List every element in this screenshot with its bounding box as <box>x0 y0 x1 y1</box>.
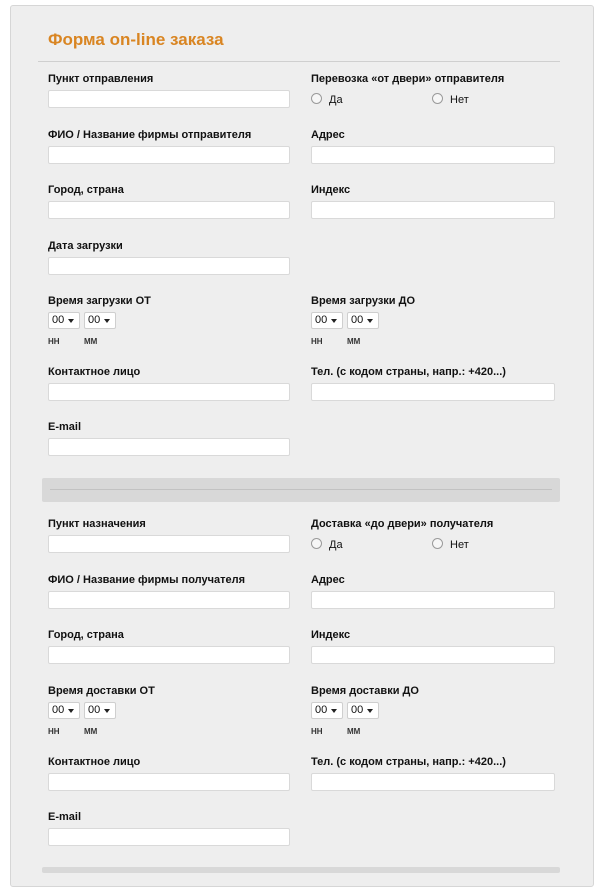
delivery-time-to-minutes-select[interactable] <box>347 702 379 719</box>
dropdown-caret-icon <box>104 319 110 323</box>
receiver-city-input[interactable] <box>48 646 290 664</box>
dropdown-caret-icon <box>68 709 74 713</box>
hours-hint: НН <box>48 337 60 346</box>
receiver-door-yes-label: Да <box>329 539 343 551</box>
receiver-address-label: Адрес <box>311 574 345 586</box>
load-time-from-minutes-select[interactable] <box>84 312 116 329</box>
receiver-contact-label: Контактное лицо <box>48 756 141 768</box>
receiver-index-label: Индекс <box>311 629 351 641</box>
sender-address-input[interactable] <box>311 146 555 164</box>
radio-circle-icon <box>311 93 322 104</box>
sender-contact-label: Контактное лицо <box>48 366 141 378</box>
dropdown-caret-icon <box>104 709 110 713</box>
divider-line <box>50 489 552 490</box>
sender-index-input[interactable] <box>311 201 555 219</box>
sender-phone-label: Тел. (с кодом страны, напр.: +420...) <box>311 366 506 378</box>
section-divider <box>42 478 560 502</box>
receiver-door-no-label: Нет <box>450 539 469 551</box>
sender-door-yes-label: Да <box>329 94 343 106</box>
select-value: 00 <box>315 314 328 326</box>
origin-label: Пункт отправления <box>48 73 154 85</box>
load-time-to-minutes-select[interactable] <box>347 312 379 329</box>
sender-door-yes-radio[interactable] <box>311 93 343 106</box>
select-value: 00 <box>351 704 364 716</box>
load-date-label: Дата загрузки <box>48 240 123 252</box>
sender-door-label: Перевозка «от двери» отправителя <box>311 73 505 85</box>
sender-city-input[interactable] <box>48 201 290 219</box>
form-title: Форма on-line заказа <box>48 30 224 49</box>
sender-email-label: E-mail <box>48 421 82 433</box>
destination-label: Пункт назначения <box>48 518 146 530</box>
sender-index-label: Индекс <box>311 184 351 196</box>
radio-circle-icon <box>432 538 443 549</box>
hours-hint: НН <box>48 727 60 736</box>
select-value: 00 <box>315 704 328 716</box>
minutes-hint: ММ <box>84 727 98 736</box>
load-time-from-label: Время загрузки ОТ <box>48 295 151 307</box>
receiver-door-label: Доставка «до двери» получателя <box>311 518 494 530</box>
receiver-email-input[interactable] <box>48 828 290 846</box>
sender-city-label: Город, страна <box>48 184 124 196</box>
minutes-hint: ММ <box>347 727 361 736</box>
sender-name-input[interactable] <box>48 146 290 164</box>
delivery-time-from-minutes-select[interactable] <box>84 702 116 719</box>
sender-door-no-radio[interactable] <box>432 93 469 106</box>
hours-hint: НН <box>311 337 323 346</box>
receiver-city-label: Город, страна <box>48 629 124 641</box>
select-value: 00 <box>351 314 364 326</box>
select-value: 00 <box>88 314 101 326</box>
load-time-to-hours-select[interactable] <box>311 312 343 329</box>
load-time-from-hours-select[interactable] <box>48 312 80 329</box>
dropdown-caret-icon <box>367 319 373 323</box>
receiver-door-no-radio[interactable] <box>432 538 469 551</box>
sender-phone-input[interactable] <box>311 383 555 401</box>
dropdown-caret-icon <box>367 709 373 713</box>
sender-email-input[interactable] <box>48 438 290 456</box>
radio-circle-icon <box>311 538 322 549</box>
select-value: 00 <box>52 314 65 326</box>
section-divider <box>42 867 560 873</box>
delivery-time-from-label: Время доставки ОТ <box>48 685 155 697</box>
dropdown-caret-icon <box>331 709 337 713</box>
load-time-to-label: Время загрузки ДО <box>311 295 416 307</box>
dropdown-caret-icon <box>68 319 74 323</box>
delivery-time-to-label: Время доставки ДО <box>311 685 419 697</box>
receiver-index-input[interactable] <box>311 646 555 664</box>
origin-input[interactable] <box>48 90 290 108</box>
receiver-contact-input[interactable] <box>48 773 290 791</box>
delivery-time-from-hours-select[interactable] <box>48 702 80 719</box>
hours-hint: НН <box>311 727 323 736</box>
sender-contact-input[interactable] <box>48 383 290 401</box>
receiver-door-yes-radio[interactable] <box>311 538 343 551</box>
receiver-name-input[interactable] <box>48 591 290 609</box>
minutes-hint: ММ <box>347 337 361 346</box>
destination-input[interactable] <box>48 535 290 553</box>
minutes-hint: ММ <box>84 337 98 346</box>
receiver-email-label: E-mail <box>48 811 82 823</box>
receiver-phone-label: Тел. (с кодом страны, напр.: +420...) <box>311 756 506 768</box>
sender-address-label: Адрес <box>311 129 345 141</box>
sender-name-label: ФИО / Название фирмы отправителя <box>48 129 252 141</box>
select-value: 00 <box>52 704 65 716</box>
radio-circle-icon <box>432 93 443 104</box>
title-divider <box>38 61 560 62</box>
receiver-phone-input[interactable] <box>311 773 555 791</box>
receiver-name-label: ФИО / Название фирмы получателя <box>48 574 246 586</box>
delivery-time-to-hours-select[interactable] <box>311 702 343 719</box>
load-date-input[interactable] <box>48 257 290 275</box>
receiver-address-input[interactable] <box>311 591 555 609</box>
sender-door-no-label: Нет <box>450 94 469 106</box>
select-value: 00 <box>88 704 101 716</box>
dropdown-caret-icon <box>331 319 337 323</box>
